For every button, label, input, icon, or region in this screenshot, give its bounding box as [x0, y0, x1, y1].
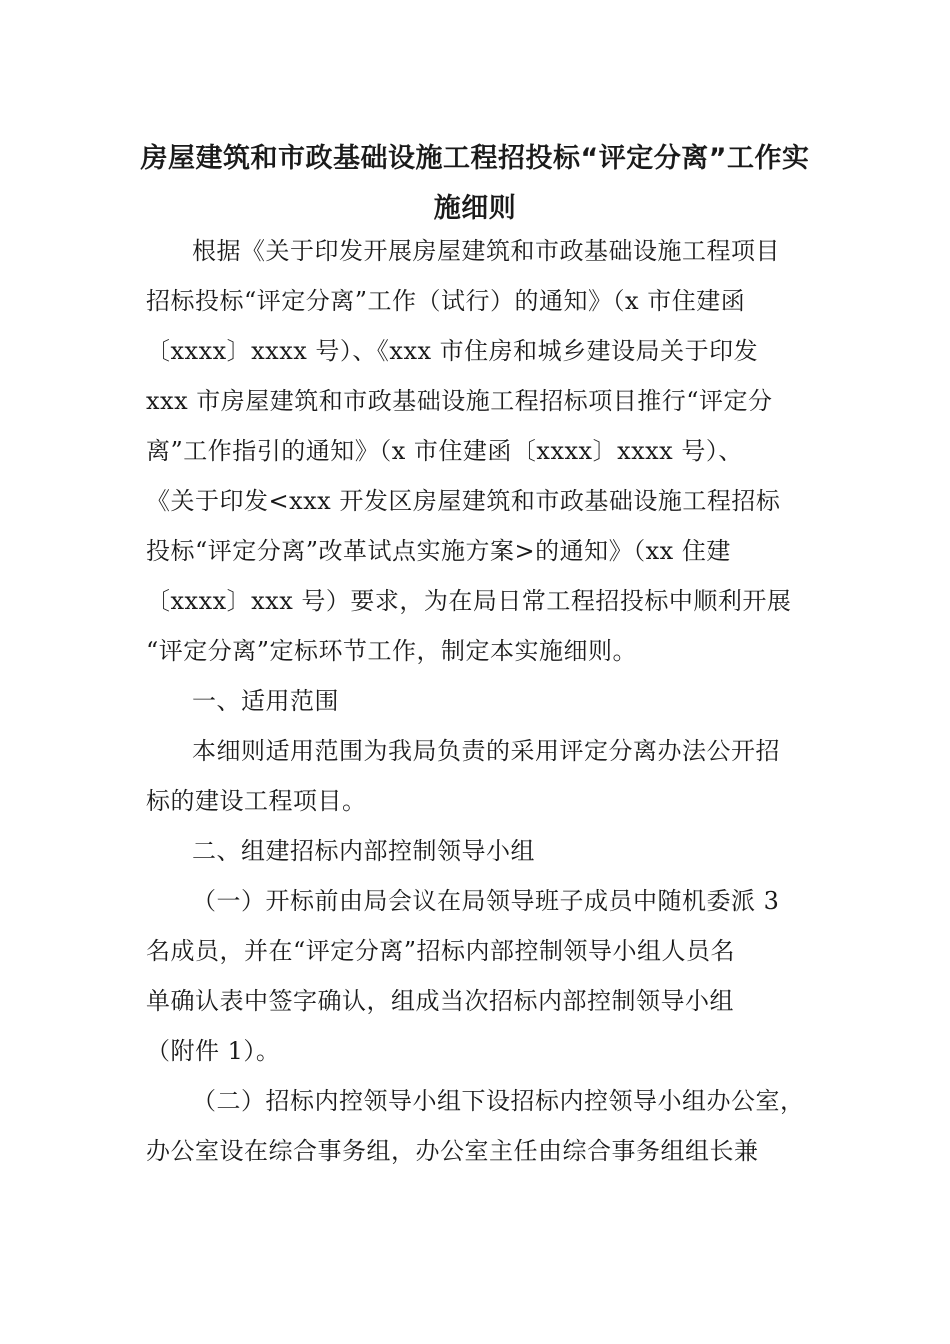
- paragraph-line: 办公室设在综合事务组，办公室主任由综合事务组组长兼: [146, 1137, 759, 1165]
- paragraph-line: （一）开标前由局会议在局领导班子成员中随机委派 3: [192, 887, 780, 915]
- paragraph-line: 〔xxxx〕xxxx 号）、《xxx 市住房和城乡建设局关于印发: [146, 337, 759, 365]
- paragraph-line: “评定分离”定标环节工作，制定本实施细则。: [146, 637, 638, 665]
- section-heading: 一、适用范围: [192, 687, 339, 715]
- paragraph-line: （二）招标内控领导小组下设招标内控领导小组办公室，: [192, 1087, 805, 1115]
- paragraph-line: 招标投标“评定分离”工作（试行）的通知》（x 市住建函: [146, 287, 746, 315]
- doc-title-line-1: 房屋建筑和市政基础设施工程招投标“评定分离”工作实: [140, 143, 810, 174]
- paragraph-line: 〔xxxx〕xxx 号）要求，为在局日常工程招投标中顺利开展: [146, 587, 792, 615]
- paragraph-line: 投标“评定分离”改革试点实施方案>的通知》（xx 住建: [146, 537, 731, 565]
- paragraph-line: 《关于印发<xxx 开发区房屋建筑和市政基础设施工程招标: [146, 487, 781, 515]
- paragraph-line: 标的建设工程项目。: [146, 787, 367, 815]
- doc-title-line-2: 施细则: [433, 193, 517, 224]
- paragraph-line: 名成员，并在“评定分离”招标内部控制领导小组人员名: [146, 937, 736, 965]
- section-heading: 二、组建招标内部控制领导小组: [192, 837, 535, 865]
- paragraph-line: 离”工作指引的通知》（x 市住建函〔xxxx〕xxxx 号）、: [146, 437, 743, 465]
- paragraph-line: 单确认表中签字确认，组成当次招标内部控制领导小组: [146, 987, 734, 1015]
- paragraph-line: 根据《关于印发开展房屋建筑和市政基础设施工程项目: [192, 237, 780, 265]
- paragraph-line: xxx 市房屋建筑和市政基础设施工程招标项目推行“评定分: [146, 387, 773, 415]
- paragraph-line: 本细则适用范围为我局负责的采用评定分离办法公开招: [192, 737, 780, 765]
- paragraph-line: （附件 1）。: [146, 1037, 281, 1065]
